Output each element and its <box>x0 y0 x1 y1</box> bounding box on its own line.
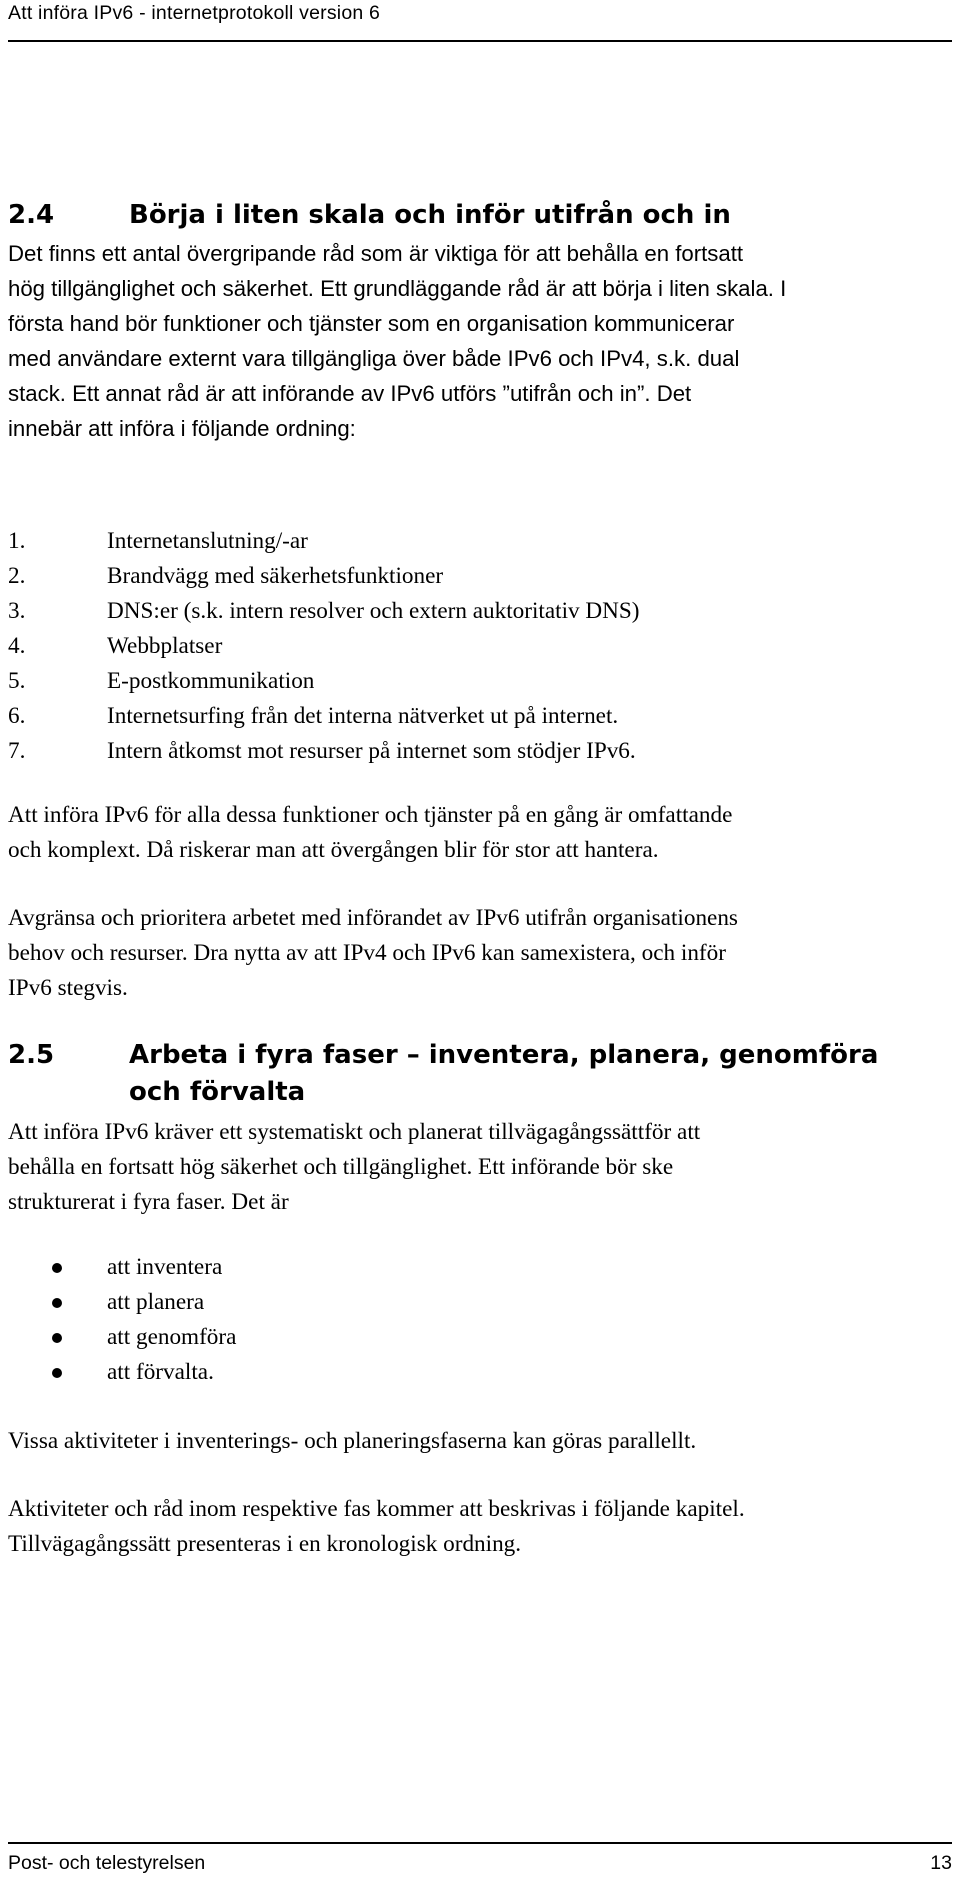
bullet-icon <box>52 1333 62 1343</box>
bullet-icon <box>52 1263 62 1273</box>
footer-publisher: Post- och telestyrelsen <box>8 1852 206 1874</box>
list-text: Internetanslutning/-ar <box>107 528 308 554</box>
list-item <box>8 594 953 629</box>
text-line: Att införa IPv6 för alla dessa funktioner och tjänster på en gång är omfattande <box>8 802 733 828</box>
text-line: behov och resurser. Dra nytta av att IPv4 och IPv6 kan samexistera, och inför <box>8 940 726 966</box>
list-text: Brandvägg med säkerhetsfunktioner <box>107 563 444 589</box>
list-text: Intern åtkomst mot resurser på internet som stödjer IPv6. <box>107 738 636 764</box>
ordered-list <box>8 524 953 769</box>
text-line: hög tillgänglighet och säkerhet. Ett grundläggande råd är att börja i liten skala. I <box>8 276 787 301</box>
running-footer <box>8 1842 952 1883</box>
text-line: strukturerat i fyra faser. Det är <box>8 1189 289 1215</box>
list-number: 3. <box>8 598 26 624</box>
text-line: innebär att införa i följande ordning: <box>8 416 356 441</box>
list-item <box>8 629 953 664</box>
section-2-5-paragraph-2 <box>8 1424 953 1459</box>
list-item <box>8 1285 953 1320</box>
header-title: Att införa IPv6 - internetprotokoll version 6 <box>8 2 381 24</box>
list-item <box>8 664 953 699</box>
list-item <box>8 1355 953 1390</box>
list-number: 5. <box>8 668 26 694</box>
list-text: att planera <box>107 1289 205 1315</box>
section-2-4-paragraph-2 <box>8 798 953 868</box>
bullet-icon <box>52 1298 62 1308</box>
list-text: att genomföra <box>107 1324 237 1350</box>
list-item <box>8 1320 953 1355</box>
bullet-list <box>8 1250 953 1390</box>
section-2-4-intro <box>8 236 953 446</box>
list-item <box>8 524 953 559</box>
page-number: 13 <box>930 1852 952 1874</box>
list-item <box>8 1250 953 1285</box>
list-item <box>8 734 953 769</box>
section-number: 2.5 <box>8 1040 55 1070</box>
list-number: 2. <box>8 563 26 589</box>
text-line: första hand bör funktioner och tjänster som en organisation kommunicerar <box>8 311 735 336</box>
bullet-icon <box>52 1368 62 1378</box>
list-text: Internetsurfing från det interna nätverket ut på internet. <box>107 703 619 729</box>
list-text: DNS:er (s.k. intern resolver och extern auktoritativ DNS) <box>107 598 640 624</box>
section-number: 2.4 <box>8 200 55 230</box>
list-number: 4. <box>8 633 26 659</box>
section-title <box>129 1039 952 1108</box>
text-line: och komplext. Då riskerar man att övergången blir för stor att hantera. <box>8 837 659 863</box>
list-text: att inventera <box>107 1254 223 1280</box>
text-line: Det finns ett antal övergripande råd som är viktiga för att behålla en fortsatt <box>8 241 744 266</box>
text-line: Vissa aktiviteter i inventerings- och planeringsfaserna kan göras parallellt. <box>8 1428 697 1454</box>
section-title-line: Arbeta i fyra faser – inventera, planera, genomföra <box>129 1040 879 1070</box>
list-number: 1. <box>8 528 26 554</box>
list-text: E-postkommunikation <box>107 668 315 694</box>
section-title: Börja i liten skala och inför utifrån och in <box>129 200 731 230</box>
text-line: Att införa IPv6 kräver ett systematiskt och planerat tillvägagångssättför att <box>8 1119 701 1145</box>
section-2-5-intro <box>8 1115 953 1220</box>
text-line: Tillvägagångssätt presenteras i en kronologisk ordning. <box>8 1531 522 1557</box>
text-line: behålla en fortsatt hög säkerhet och tillgänglighet. Ett införande bör ske <box>8 1154 674 1180</box>
running-header <box>8 0 952 42</box>
list-number: 6. <box>8 703 26 729</box>
section-title-line: och förvalta <box>129 1077 306 1107</box>
text-line: IPv6 stegvis. <box>8 975 128 1001</box>
text-line: Aktiviteter och råd inom respektive fas kommer att beskrivas i följande kapitel. <box>8 1496 745 1522</box>
list-text: att förvalta. <box>107 1359 214 1385</box>
text-line: med användare externt vara tillgängliga över både IPv6 och IPv4, s.k. dual <box>8 346 740 371</box>
list-text: Webbplatser <box>107 633 223 659</box>
list-item <box>8 559 953 594</box>
text-line: stack. Ett annat råd är att införande av IPv6 utförs ”utifrån och in”. Det <box>8 381 692 406</box>
section-2-4-paragraph-3 <box>8 901 953 1006</box>
list-item <box>8 699 953 734</box>
section-2-5-paragraph-3 <box>8 1492 953 1562</box>
text-line: Avgränsa och prioritera arbetet med införandet av IPv6 utifrån organisationens <box>8 905 738 931</box>
list-number: 7. <box>8 738 26 764</box>
